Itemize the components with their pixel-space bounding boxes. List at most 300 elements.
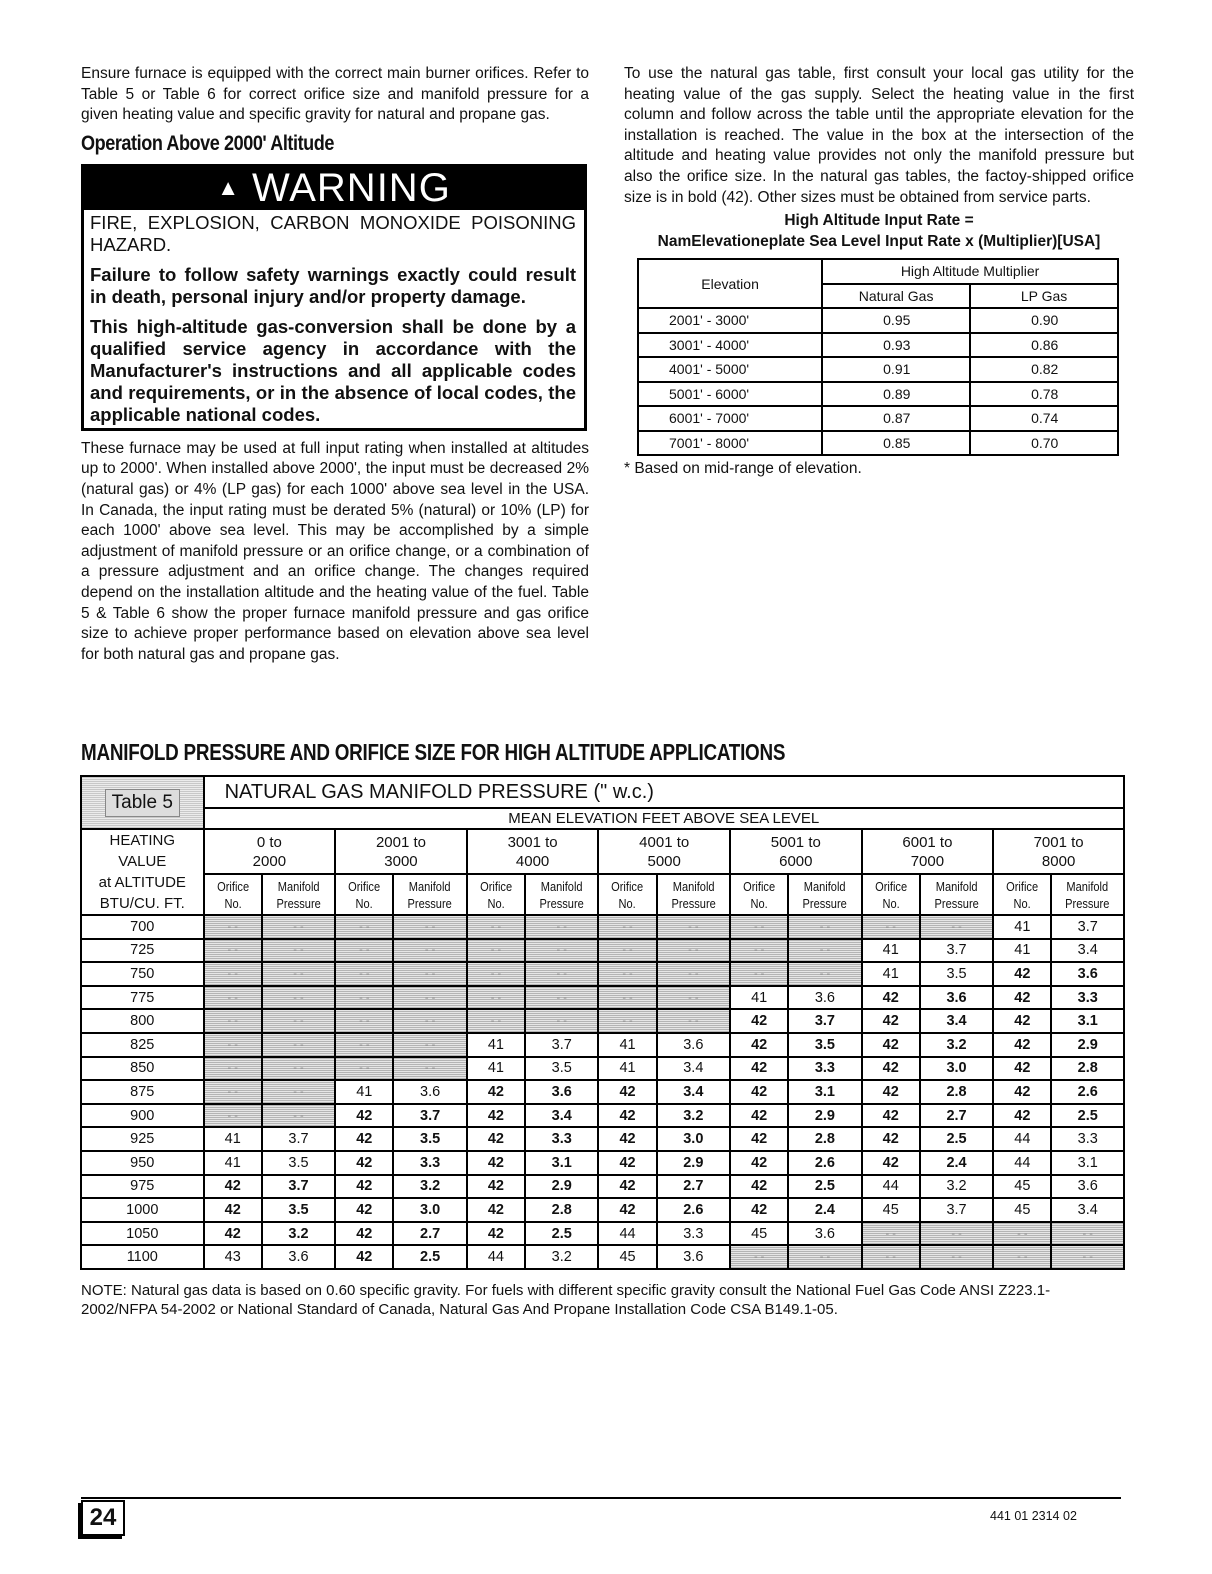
not-applicable-cell: - - [598,962,656,986]
not-applicable-cell: - - [262,962,335,986]
not-applicable-cell: - - [467,986,525,1010]
table-row [81,962,1124,986]
orifice-number-cell: 41 [993,939,1051,963]
heating-value-cell: 1000 [81,1198,204,1222]
orifice-number-cell: 42 [467,1151,525,1175]
orifice-number-cell: 45 [993,1175,1051,1199]
table5-title: NATURAL GAS MANIFOLD PRESSURE (" w.c.) [204,776,1124,808]
orifice-number-cell: 42 [335,1127,393,1151]
orifice-number-cell: 42 [862,1033,920,1057]
orifice-number-cell: 42 [204,1222,262,1246]
table-row [81,1198,1124,1222]
elevation-header: Elevation [638,259,822,308]
multiplier-row [638,382,1118,407]
manifold-pressure-cell: 2.5 [525,1222,598,1246]
orifice-number-cell: 41 [204,1151,262,1175]
manifold-pressure-header: Manifold Pressure [662,874,724,915]
manifold-pressure-cell: 3.7 [1051,915,1124,939]
heating-value-cell: 775 [81,986,204,1010]
manifold-pressure-header: Manifold Pressure [267,874,329,915]
manifold-pressure-cell: 2.8 [525,1198,598,1222]
not-applicable-cell: - - [204,1033,262,1057]
orifice-number-cell: 42 [467,1127,525,1151]
not-applicable-cell: - - [204,915,262,939]
not-applicable-cell: - - [598,986,656,1010]
orifice-number-cell: 43 [204,1245,262,1269]
orifice-number-cell: 45 [862,1198,920,1222]
manifold-pressure-cell: 3.3 [657,1222,730,1246]
not-applicable-cell: - - [1051,1222,1124,1246]
not-applicable-cell: - - [730,962,788,986]
not-applicable-cell: - - [730,915,788,939]
not-applicable-cell: - - [204,1057,262,1081]
manifold-pressure-cell: 3.4 [525,1104,598,1128]
orifice-number-cell: 44 [993,1151,1051,1175]
natural-gas-multiplier: 0.93 [822,333,970,358]
table-row [81,1245,1124,1269]
warning-body [84,210,584,428]
elevation-range-header: 2001 to 3000 [335,829,467,874]
heating-value-cell: 1050 [81,1222,204,1246]
orifice-number-cell: 44 [862,1175,920,1199]
manifold-pressure-cell: 3.4 [657,1057,730,1081]
orifice-number-cell: 42 [467,1222,525,1246]
table-row [81,1127,1124,1151]
elevation-range-header: 5001 to 6000 [730,829,862,874]
manifold-pressure-cell: 2.4 [920,1151,993,1175]
manifold-pressure-cell: 3.6 [525,1080,598,1104]
orifice-number-cell: 41 [467,1057,525,1081]
orifice-number-cell: 42 [598,1104,656,1128]
orifice-intro-paragraph: Ensure furnace is equipped with the correct main burner orifices. Refer to Table 5 or Table 6 for correct orifice size and manifold pressure for a given heating value and specific gravity for natural and propane gas. [81,65,589,124]
manifold-pressure-cell: 3.4 [1051,939,1124,963]
manifold-pressure-cell: 3.5 [788,1033,861,1057]
elevation-range-header: 4001 to 5000 [598,829,730,874]
heating-value-cell: 1100 [81,1245,204,1269]
multiplier-row [638,431,1118,456]
elevation-cell: 4001' - 5000' [638,357,822,382]
orifice-number-cell: 42 [730,1127,788,1151]
multiplier-row [638,357,1118,382]
not-applicable-cell: - - [525,962,598,986]
table-row [81,1222,1124,1246]
orifice-number-cell: 42 [335,1151,393,1175]
heating-value-cell: 850 [81,1057,204,1081]
orifice-number-cell: 42 [862,986,920,1010]
manifold-pressure-cell: 3.6 [788,1222,861,1246]
not-applicable-cell: - - [730,939,788,963]
orifice-number-cell: 42 [730,1057,788,1081]
natural-gas-manifold-table [80,775,1125,1270]
natural-gas-multiplier: 0.91 [822,357,970,382]
manifold-pressure-cell: 3.6 [657,1245,730,1269]
not-applicable-cell: - - [920,1245,993,1269]
table-row [81,1080,1124,1104]
not-applicable-cell: - - [393,939,466,963]
not-applicable-cell: - - [204,962,262,986]
manifold-pressure-cell: 3.6 [1051,962,1124,986]
natural-gas-multiplier: 0.95 [822,308,970,333]
not-applicable-cell: - - [657,915,730,939]
not-applicable-cell: - - [335,939,393,963]
not-applicable-cell: - - [335,962,393,986]
orifice-number-cell: 42 [467,1104,525,1128]
orifice-number-cell: 42 [993,1057,1051,1081]
not-applicable-cell: - - [525,1009,598,1033]
not-applicable-cell: - - [598,1009,656,1033]
multiplier-row [638,333,1118,358]
orifice-number-cell: 42 [335,1245,393,1269]
manifold-pressure-cell: 3.3 [788,1057,861,1081]
not-applicable-cell: - - [467,1009,525,1033]
orifice-no-header: Orifice No. [998,874,1048,915]
manifold-pressure-cell: 3.2 [657,1104,730,1128]
manifold-pressure-cell: 2.9 [525,1175,598,1199]
manifold-pressure-cell: 3.2 [262,1222,335,1246]
not-applicable-cell: - - [525,986,598,1010]
orifice-number-cell: 42 [862,1080,920,1104]
not-applicable-cell: - - [262,939,335,963]
orifice-number-cell: 42 [335,1104,393,1128]
manifold-pressure-cell: 3.0 [920,1057,993,1081]
elevation-range-header: 7001 to 8000 [993,829,1124,874]
manifold-pressure-header: Manifold Pressure [531,874,593,915]
manifold-pressure-cell: 2.7 [920,1104,993,1128]
manifold-pressure-cell: 3.3 [525,1127,598,1151]
manifold-pressure-cell: 3.6 [393,1080,466,1104]
manifold-pressure-cell: 3.5 [393,1127,466,1151]
table5-wrapper [80,775,1125,1270]
manifold-pressure-cell: 3.5 [920,962,993,986]
manifold-pressure-cell: 3.7 [920,1198,993,1222]
manifold-pressure-cell: 3.5 [262,1151,335,1175]
document-number: 441 01 2314 02 [990,1509,1077,1523]
elevation-range-header: 0 to 2000 [204,829,336,874]
table5-subtitle: MEAN ELEVATION FEET ABOVE SEA LEVEL [204,808,1124,829]
orifice-number-cell: 42 [335,1175,393,1199]
manifold-pressure-cell: 3.3 [1051,986,1124,1010]
manifold-pressure-cell: 3.2 [393,1175,466,1199]
orifice-number-cell: 42 [598,1151,656,1175]
orifice-number-cell: 42 [204,1198,262,1222]
not-applicable-cell: - - [335,1033,393,1057]
heating-value-cell: 750 [81,962,204,986]
orifice-number-cell: 42 [598,1127,656,1151]
table5-badge: Table 5 [81,776,204,829]
table-row [81,986,1124,1010]
warning-triangle-icon: ▲ [217,175,240,201]
multiplier-group-header: High Altitude Multiplier [822,259,1118,284]
altitude-subheading: Operation Above 2000' Altitude [81,131,334,155]
orifice-number-cell: 41 [993,915,1051,939]
lp-gas-multiplier: 0.90 [970,308,1118,333]
not-applicable-cell: - - [467,915,525,939]
orifice-number-cell: 42 [598,1080,656,1104]
orifice-number-cell: 42 [862,1151,920,1175]
orifice-no-header: Orifice No. [208,874,258,915]
orifice-number-cell: 44 [598,1222,656,1246]
orifice-number-cell: 41 [862,939,920,963]
orifice-number-cell: 42 [993,1104,1051,1128]
not-applicable-cell: - - [335,915,393,939]
orifice-number-cell: 42 [730,1175,788,1199]
section-title: MANIFOLD PRESSURE AND ORIFICE SIZE FOR HIGH ALTITUDE APPLICATIONS [81,739,786,765]
heating-value-cell: 875 [81,1080,204,1104]
not-applicable-cell: - - [262,986,335,1010]
lp-gas-multiplier: 0.74 [970,406,1118,431]
manifold-pressure-cell: 3.2 [525,1245,598,1269]
warning-consequence: Failure to follow safety warnings exactly could result in death, personal injury and/or property damage. [90,263,576,307]
orifice-number-cell: 44 [467,1245,525,1269]
manifold-pressure-cell: 3.7 [920,939,993,963]
orifice-number-cell: 42 [993,986,1051,1010]
not-applicable-cell: - - [920,915,993,939]
manifold-pressure-cell: 3.7 [393,1104,466,1128]
elevation-cell: 6001' - 7000' [638,406,822,431]
orifice-number-cell: 42 [598,1198,656,1222]
orifice-number-cell: 42 [730,1080,788,1104]
table-row [81,1033,1124,1057]
not-applicable-cell: - - [1051,1245,1124,1269]
manifold-pressure-cell: 3.1 [788,1080,861,1104]
elevation-cell: 3001' - 4000' [638,333,822,358]
orifice-number-cell: 42 [993,1033,1051,1057]
manifold-pressure-cell: 2.5 [393,1245,466,1269]
lp-gas-multiplier: 0.86 [970,333,1118,358]
not-applicable-cell: - - [335,1009,393,1033]
natural-gas-table-instructions: To use the natural gas table, first consult your local gas utility for the heating value of the gas supply. Select the heating value in the first column and follow across the table until the appropriate elevation for the installation is reached. The value in the box at the intersection of the altitude and heating value provides not only the manifold pressure but also the orifice size. In the natural gas tables, the factoy-shipped orifice size is in bold (42). Other sizes must be obtained from service parts. [624,65,1134,206]
not-applicable-cell: - - [862,915,920,939]
manifold-pressure-cell: 3.5 [262,1198,335,1222]
orifice-number-cell: 42 [730,1104,788,1128]
not-applicable-cell: - - [467,962,525,986]
manifold-pressure-header: Manifold Pressure [794,874,856,915]
table-row [81,1104,1124,1128]
orifice-number-cell: 45 [730,1222,788,1246]
not-applicable-cell: - - [262,1104,335,1128]
not-applicable-cell: - - [393,915,466,939]
manifold-pressure-cell: 3.2 [920,1033,993,1057]
not-applicable-cell: - - [335,1057,393,1081]
not-applicable-cell: - - [862,1245,920,1269]
orifice-number-cell: 42 [467,1198,525,1222]
orifice-no-header: Orifice No. [734,874,784,915]
not-applicable-cell: - - [393,986,466,1010]
heating-value-cell: 975 [81,1175,204,1199]
table-row [81,1151,1124,1175]
orifice-number-cell: 44 [993,1127,1051,1151]
manifold-pressure-header: Manifold Pressure [1057,874,1119,915]
not-applicable-cell: - - [920,1222,993,1246]
orifice-number-cell: 41 [204,1127,262,1151]
orifice-number-cell: 42 [730,1009,788,1033]
table-row [81,939,1124,963]
multiplier-row [638,406,1118,431]
natural-gas-header: Natural Gas [822,284,970,309]
orifice-number-cell: 41 [598,1033,656,1057]
specific-gravity-note: NOTE: Natural gas data is based on 0.60 specific gravity. For fuels with different specific gravity consult the National Fuel Gas Code ANSI Z223.1-2002/NFPA 54-2002 or National Standard of Canada, Natural Gas And Propane Installation Code CSA B149.1-05. [81,1282,1051,1318]
manifold-pressure-cell: 3.1 [1051,1151,1124,1175]
manifold-pressure-cell: 3.2 [920,1175,993,1199]
manifold-pressure-cell: 3.7 [788,1009,861,1033]
multiplier-footnote: * Based on mid-range of elevation. [624,460,862,478]
manifold-pressure-cell: 3.6 [1051,1175,1124,1199]
orifice-number-cell: 41 [598,1057,656,1081]
orifice-number-cell: 42 [730,1198,788,1222]
elevation-range-header: 3001 to 4000 [467,829,599,874]
not-applicable-cell: - - [393,1033,466,1057]
orifice-number-cell: 42 [862,1057,920,1081]
orifice-no-header: Orifice No. [340,874,390,915]
not-applicable-cell: - - [993,1245,1051,1269]
manifold-pressure-cell: 2.8 [920,1080,993,1104]
not-applicable-cell: - - [393,1057,466,1081]
heating-value-cell: 800 [81,1009,204,1033]
warning-header [84,167,584,210]
manifold-pressure-cell: 2.8 [788,1127,861,1151]
manifold-pressure-cell: 3.7 [525,1033,598,1057]
manifold-pressure-cell: 3.4 [920,1009,993,1033]
footer-rule [81,1497,1121,1499]
right-column [624,64,1134,478]
left-column [81,64,589,665]
not-applicable-cell: - - [204,986,262,1010]
not-applicable-cell: - - [262,915,335,939]
not-applicable-cell: - - [598,915,656,939]
orifice-number-cell: 42 [335,1198,393,1222]
manifold-pressure-cell: 3.4 [1051,1198,1124,1222]
multiplier-row [638,308,1118,333]
orifice-no-header: Orifice No. [866,874,916,915]
manifold-pressure-cell: 3.7 [262,1175,335,1199]
orifice-number-cell: 42 [862,1009,920,1033]
manifold-pressure-cell: 2.9 [788,1104,861,1128]
manifold-pressure-cell: 3.7 [262,1127,335,1151]
heating-value-cell: 725 [81,939,204,963]
natural-gas-multiplier: 0.89 [822,382,970,407]
not-applicable-cell: - - [788,962,861,986]
manifold-pressure-cell: 2.5 [1051,1104,1124,1128]
elevation-cell: 2001' - 3000' [638,308,822,333]
orifice-number-cell: 42 [993,962,1051,986]
heating-value-cell: 925 [81,1127,204,1151]
altitude-derate-paragraph: These furnace may be used at full input rating when installed at altitudes up to 2000'. When installed above 2000', the input must be decreased 2% (natural gas) or 4% (LP gas) for each 1000' above sea level in the USA. In Canada, the input rating must be derated 5% (natural) or 10% (LP) for each 1000' above sea level. This may be accomplished by a simple adjustment of manifold pressure or an orifice change, or a combination of a pressure adjustment and an orifice change. The changes required depend on the installation altitude and the heating value of the fuel. Table 5 & Table 6 show the proper furnace manifold pressure and gas orifice size to achieve proper performance based on elevation above sea level for both natural gas and propane gas. [81,439,589,663]
orifice-number-cell: 45 [598,1245,656,1269]
orifice-number-cell: 42 [730,1033,788,1057]
manifold-pressure-cell: 2.5 [920,1127,993,1151]
not-applicable-cell: - - [657,986,730,1010]
not-applicable-cell: - - [788,939,861,963]
not-applicable-cell: - - [993,1222,1051,1246]
manifold-pressure-cell: 2.9 [1051,1033,1124,1057]
manifold-pressure-cell: 2.7 [657,1175,730,1199]
table-row [81,915,1124,939]
orifice-number-cell: 42 [730,1151,788,1175]
manifold-pressure-cell: 3.6 [262,1245,335,1269]
not-applicable-cell: - - [262,1080,335,1104]
manifold-pressure-cell: 2.6 [657,1198,730,1222]
orifice-number-cell: 45 [993,1198,1051,1222]
orifice-number-cell: 42 [467,1080,525,1104]
altitude-multiplier-table [637,258,1119,456]
manifold-pressure-cell: 3.0 [657,1127,730,1151]
orifice-number-cell: 42 [467,1175,525,1199]
manifold-pressure-cell: 3.4 [657,1080,730,1104]
manifold-pressure-cell: 2.7 [393,1222,466,1246]
manifold-pressure-cell: 2.6 [788,1151,861,1175]
orifice-no-header: Orifice No. [603,874,653,915]
orifice-number-cell: 42 [993,1080,1051,1104]
heating-value-cell: 900 [81,1104,204,1128]
manifold-pressure-cell: 3.1 [1051,1009,1124,1033]
orifice-number-cell: 42 [204,1175,262,1199]
not-applicable-cell: - - [262,1033,335,1057]
heating-value-cell: 825 [81,1033,204,1057]
orifice-no-header: Orifice No. [471,874,521,915]
not-applicable-cell: - - [525,915,598,939]
manifold-pressure-cell: 3.0 [393,1198,466,1222]
formula-line-2: NamElevationeplate Sea Level Input Rate x (Multiplier)[USA] [657,233,1101,251]
elevation-range-header: 6001 to 7000 [862,829,994,874]
not-applicable-cell: - - [788,915,861,939]
orifice-number-cell: 42 [993,1009,1051,1033]
not-applicable-cell: - - [262,1057,335,1081]
orifice-number-cell: 41 [335,1080,393,1104]
table-row [81,1009,1124,1033]
manifold-pressure-header: Manifold Pressure [399,874,461,915]
orifice-number-cell: 42 [862,1104,920,1128]
page-number: 24 [81,1500,125,1536]
not-applicable-cell: - - [204,1104,262,1128]
lp-gas-multiplier: 0.78 [970,382,1118,407]
not-applicable-cell: - - [657,1009,730,1033]
not-applicable-cell: - - [204,1009,262,1033]
orifice-number-cell: 41 [730,986,788,1010]
manifold-pressure-cell: 3.6 [788,986,861,1010]
elevation-cell: 5001' - 6000' [638,382,822,407]
table-row [81,1175,1124,1199]
manifold-pressure-cell: 3.3 [393,1151,466,1175]
orifice-number-cell: 42 [335,1222,393,1246]
warning-box [81,164,587,431]
not-applicable-cell: - - [204,939,262,963]
not-applicable-cell: - - [657,962,730,986]
manifold-pressure-cell: 2.4 [788,1198,861,1222]
heating-value-cell: 700 [81,915,204,939]
not-applicable-cell: - - [730,1245,788,1269]
manifold-pressure-cell: 2.8 [1051,1057,1124,1081]
not-applicable-cell: - - [525,939,598,963]
warning-title: WARNING [251,165,451,210]
orifice-number-cell: 42 [862,1127,920,1151]
warning-hazard: FIRE, EXPLOSION, CARBON MONOXIDE POISONING HAZARD. [90,211,576,255]
lp-gas-multiplier: 0.82 [970,357,1118,382]
manifold-pressure-cell: 2.6 [1051,1080,1124,1104]
not-applicable-cell: - - [393,962,466,986]
orifice-number-cell: 42 [598,1175,656,1199]
table-row [81,1057,1124,1081]
not-applicable-cell: - - [467,939,525,963]
not-applicable-cell: - - [788,1245,861,1269]
not-applicable-cell: - - [657,939,730,963]
lp-gas-multiplier: 0.70 [970,431,1118,456]
elevation-cell: 7001' - 8000' [638,431,822,456]
not-applicable-cell: - - [262,1009,335,1033]
natural-gas-multiplier: 0.85 [822,431,970,456]
not-applicable-cell: - - [335,986,393,1010]
orifice-number-cell: 41 [862,962,920,986]
orifice-number-cell: 41 [467,1033,525,1057]
